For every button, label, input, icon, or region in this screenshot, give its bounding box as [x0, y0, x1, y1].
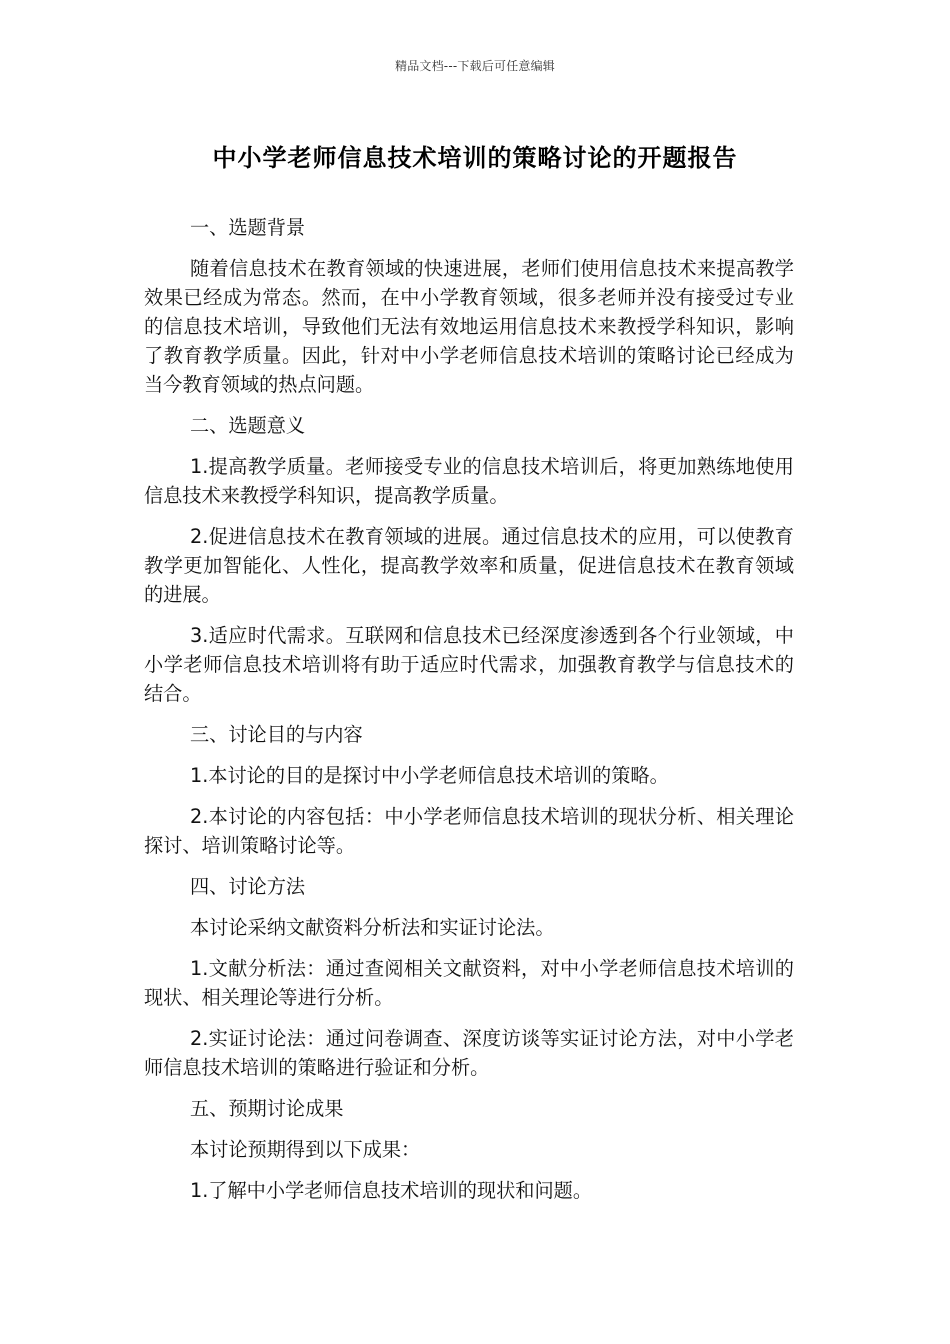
header-note: 精品文档---下载后可任意编辑	[395, 59, 555, 73]
paragraph-significance-1: 1.提高教学质量。老师接受专业的信息技术培训后，将更加熟练地使用信息技术来教授学科知识，提高教学质量。	[144, 455, 794, 507]
paragraph-significance-2: 2.促进信息技术在教育领域的进展。通过信息技术的应用，可以使教育教学更加智能化、人性化，提高教学效率和质量，促进信息技术在教育领域的进展。	[144, 525, 794, 606]
document-body	[144, 213, 794, 1217]
paragraph-significance-3: 3.适应时代需求。互联网和信息技术已经深度渗透到各个行业领域，中小学老师信息技术培训将有助于适应时代需求，加强教育教学与信息技术的结合。	[144, 624, 794, 705]
section-heading-purpose: 三、讨论目的与内容	[190, 723, 363, 746]
section-heading-outcomes: 五、预期讨论成果	[190, 1097, 344, 1120]
paragraph-method-1: 1.文献分析法：通过查阅相关文献资料，对中小学老师信息技术培训的现状、相关理论等进行分析。	[144, 957, 794, 1009]
paragraph-purpose-1: 1.本讨论的目的是探讨中小学老师信息技术培训的策略。	[190, 764, 669, 787]
paragraph-purpose-2: 2.本讨论的内容包括：中小学老师信息技术培训的现状分析、相关理论探讨、培训策略讨论等。	[144, 805, 794, 857]
paragraph-outcomes-1: 1.了解中小学老师信息技术培训的现状和问题。	[190, 1179, 593, 1202]
section-heading-significance: 二、选题意义	[190, 414, 306, 437]
section-heading-method: 四、讨论方法	[190, 875, 306, 898]
section-heading-background: 一、选题背景	[190, 216, 306, 239]
paragraph-method-intro: 本讨论采纳文献资料分析法和实证讨论法。	[190, 916, 555, 939]
paragraph-outcomes-intro: 本讨论预期得到以下成果：	[190, 1138, 421, 1161]
document-title: 中小学老师信息技术培训的策略讨论的开题报告	[212, 144, 738, 172]
paragraph-method-2: 2.实证讨论法：通过问卷调查、深度访谈等实证讨论方法，对中小学老师信息技术培训的策略进行验证和分析。	[144, 1027, 794, 1079]
paragraph-background: 随着信息技术在教育领域的快速进展，老师们使用信息技术来提高教学效果已经成为常态。然而，在中小学教育领域，很多老师并没有接受过专业的信息技术培训，导致他们无法有效地运用信息技术来教授学科知识，影响了教育教学质量。因此，针对中小学老师信息技术培训的策略讨论已经成为当今教育领域的热点问题。	[144, 257, 794, 396]
